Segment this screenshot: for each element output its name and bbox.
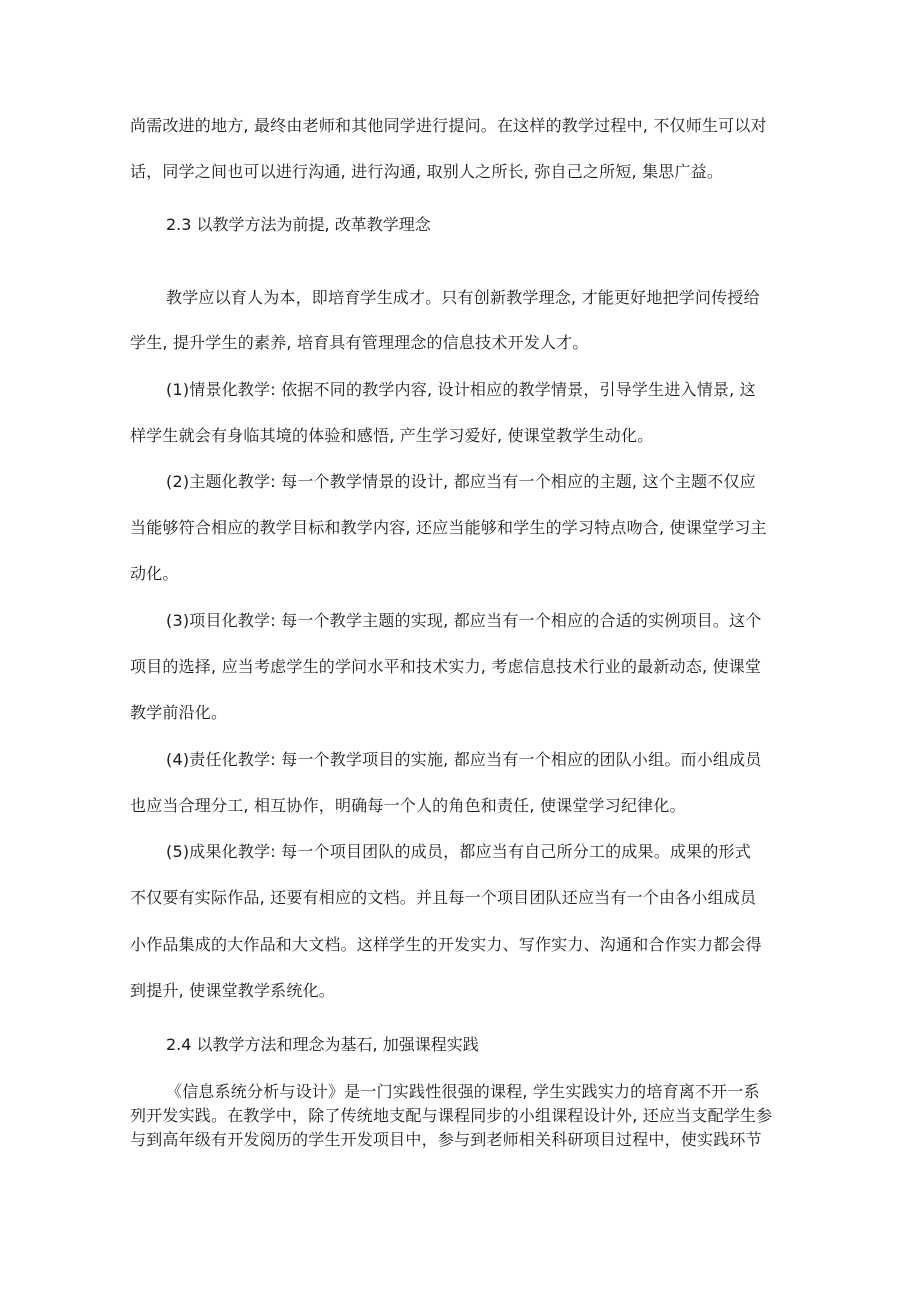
text-line: 动化。 (130, 564, 179, 583)
section-heading-2-4: 2.4 以教学方法和理念为基石, 加强课程实践 (166, 1035, 479, 1054)
text-line: (3)项目化教学: 每一个教学主题的实现, 都应当有一个相应的合适的实例项目。这个 (166, 611, 762, 630)
text-line: (5)成果化教学: 每一个项目团队的成员，都应当有自己所分工的成果。成果的形式 (166, 842, 751, 861)
text-line: 到提升, 使课堂教学系统化。 (130, 981, 335, 1000)
section-heading-2-3: 2.3 以教学方法为前提, 改革教学理念 (166, 215, 431, 234)
text-line: 样学生就会有身临其境的体验和感悟, 产生学习爱好, 使课堂教学生动化。 (130, 426, 654, 445)
text-line: 当能够符合相应的教学目标和教学内容, 还应当能够和学生的学习特点吻合, 使课堂学习主 (130, 518, 767, 537)
text-line: (2)主题化教学: 每一个教学情景的设计, 都应当有一个相应的主题, 这个主题不仅应 (166, 472, 756, 491)
text-line: 小作品集成的大作品和大文档。这样学生的开发实力、写作实力、沟通和合作实力都会得 (130, 935, 762, 954)
text-line: 教学应以育人为本，即培育学生成才。只有创新教学理念, 才能更好地把学问传授给 (166, 288, 760, 307)
text-line: 学生, 提升学生的素养, 培育具有管理理念的信息技术开发人才。 (130, 333, 589, 352)
text-line: 与到高年级有开发阅历的学生开发项目中，参与到老师相关科研项目过程中，使实践环节 (130, 1130, 762, 1149)
text-line: (1)情景化教学: 依据不同的教学内容, 设计相应的教学情景，引导学生进入情景, 这 (166, 380, 756, 399)
text-line: 也应当合理分工, 相互协作，明确每一个人的角色和责任, 使课堂学习纪律化。 (130, 796, 686, 815)
text-line: 项目的选择, 应当考虑学生的学问水平和技术实力, 考虑信息技术行业的最新动态, 使课堂 (130, 657, 762, 676)
text-line: 列开发实践。在教学中，除了传统地支配与课程同步的小组课程设计外, 还应当支配学生参 (130, 1106, 773, 1125)
text-line: (4)责任化教学: 每一个教学项目的实施, 都应当有一个相应的团队小组。而小组成员 (166, 750, 762, 769)
text-line: 教学前沿化。 (130, 703, 228, 722)
text-line: 尚需改进的地方, 最终由老师和其他同学进行提问。在这样的教学过程中, 不仅师生可以对 (130, 116, 767, 135)
text-line: 话，同学之间也可以进行沟通, 进行沟通, 取别人之所长, 弥自己之所短, 集思广益。 (130, 162, 724, 181)
text-line: 不仅要有实际作品, 还要有相应的文档。并且每一个项目团队还应当有一个由各小组成员 (130, 888, 757, 907)
text-line: 《信息系统分析与设计》是一门实践性很强的课程, 学生实践实力的培育离不开一系 (166, 1082, 760, 1101)
